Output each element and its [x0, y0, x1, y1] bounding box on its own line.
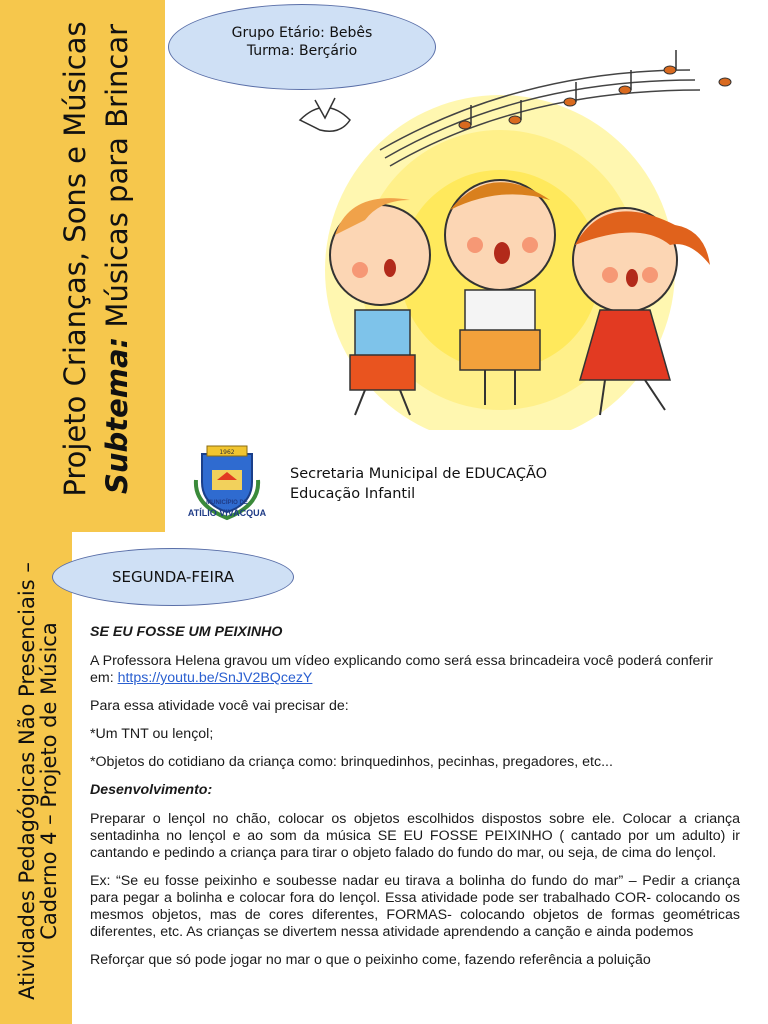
secretaria-block: [290, 464, 547, 504]
logo-caption-bottom: ATÍLIO VIVACQUA: [187, 508, 267, 518]
secretaria-line1: Secretaria Municipal de EDUCAÇÃO: [290, 466, 548, 482]
material-item-1: *Um TNT ou lençol;: [90, 726, 214, 742]
development-paragraph: Preparar o lençol no chão, colocar os objetos escolhidos dispostos sobre ele. Colocar a criança sentadinha no lençol e ao som da música SE EU FOSSE PEIXINHO ( cantado por um adulto) ir cantando e pedindo a criança para tirar o objeto falado do fundo do mar, ou seja, de cima do lençol.: [90, 811, 740, 861]
activity-title: SE EU FOSSE UM PEIXINHO: [90, 624, 283, 640]
caderno-line: Caderno 4 – Projeto de Música: [37, 622, 61, 940]
material-item-2: *Objetos do cotidiano da criança como: brinquedinhos, pecinhas, pregadores, etc...: [90, 754, 613, 770]
singing-children-illustration: [270, 40, 768, 430]
secretaria-line2: Educação Infantil: [290, 486, 416, 502]
logo-year: 1962: [219, 449, 235, 456]
needs-intro: Para essa atividade você vai precisar de:: [90, 698, 349, 714]
intro-text: A Professora Helena gravou um vídeo explicando como será essa brincadeira você poderá conferir em:: [90, 653, 714, 686]
age-group-text: Grupo Etário: Bebês: [231, 25, 373, 41]
activity-content: [90, 624, 740, 969]
subtema-line: [97, 9, 137, 509]
subtema-text: Músicas para Brincar: [100, 23, 134, 337]
intro-paragraph: [90, 653, 740, 687]
activities-line: Atividades Pedagógicas Não Presenciais –: [15, 562, 39, 1000]
reinforce-paragraph: Reforçar que só pode jogar no mar o que o peixinho come, fazendo referência a poluição: [90, 952, 651, 968]
day-badge: SEGUNDA-FEIRA: [52, 548, 294, 606]
logo-caption-top: MUNICÍPIO DE: [206, 500, 248, 506]
class-name-text: Turma: Berçário: [246, 43, 358, 59]
example-paragraph: Ex: “Se eu fosse peixinho e soubesse nadar eu tirava a bolinha do fundo do mar” – Pedir a criança para pegar a bolinha e colocar fora do lençol. Essa atividade pode ser trabalhado COR- colocando os mesmos objetos, mas de cores diferentes, FORMAS- colocando objetos de formas geométricas diferentes, etc. As crianças se divertem nessa atividade aprendendo a canção e ainda podemos: [90, 873, 740, 940]
project-title: Projeto Crianças, Sons e Músicas: [58, 21, 92, 497]
development-title: Desenvolvimento:: [90, 782, 213, 798]
subtema-label: Subtema:: [100, 336, 134, 495]
video-link[interactable]: https://youtu.be/SnJV2BQcezY: [117, 670, 313, 686]
